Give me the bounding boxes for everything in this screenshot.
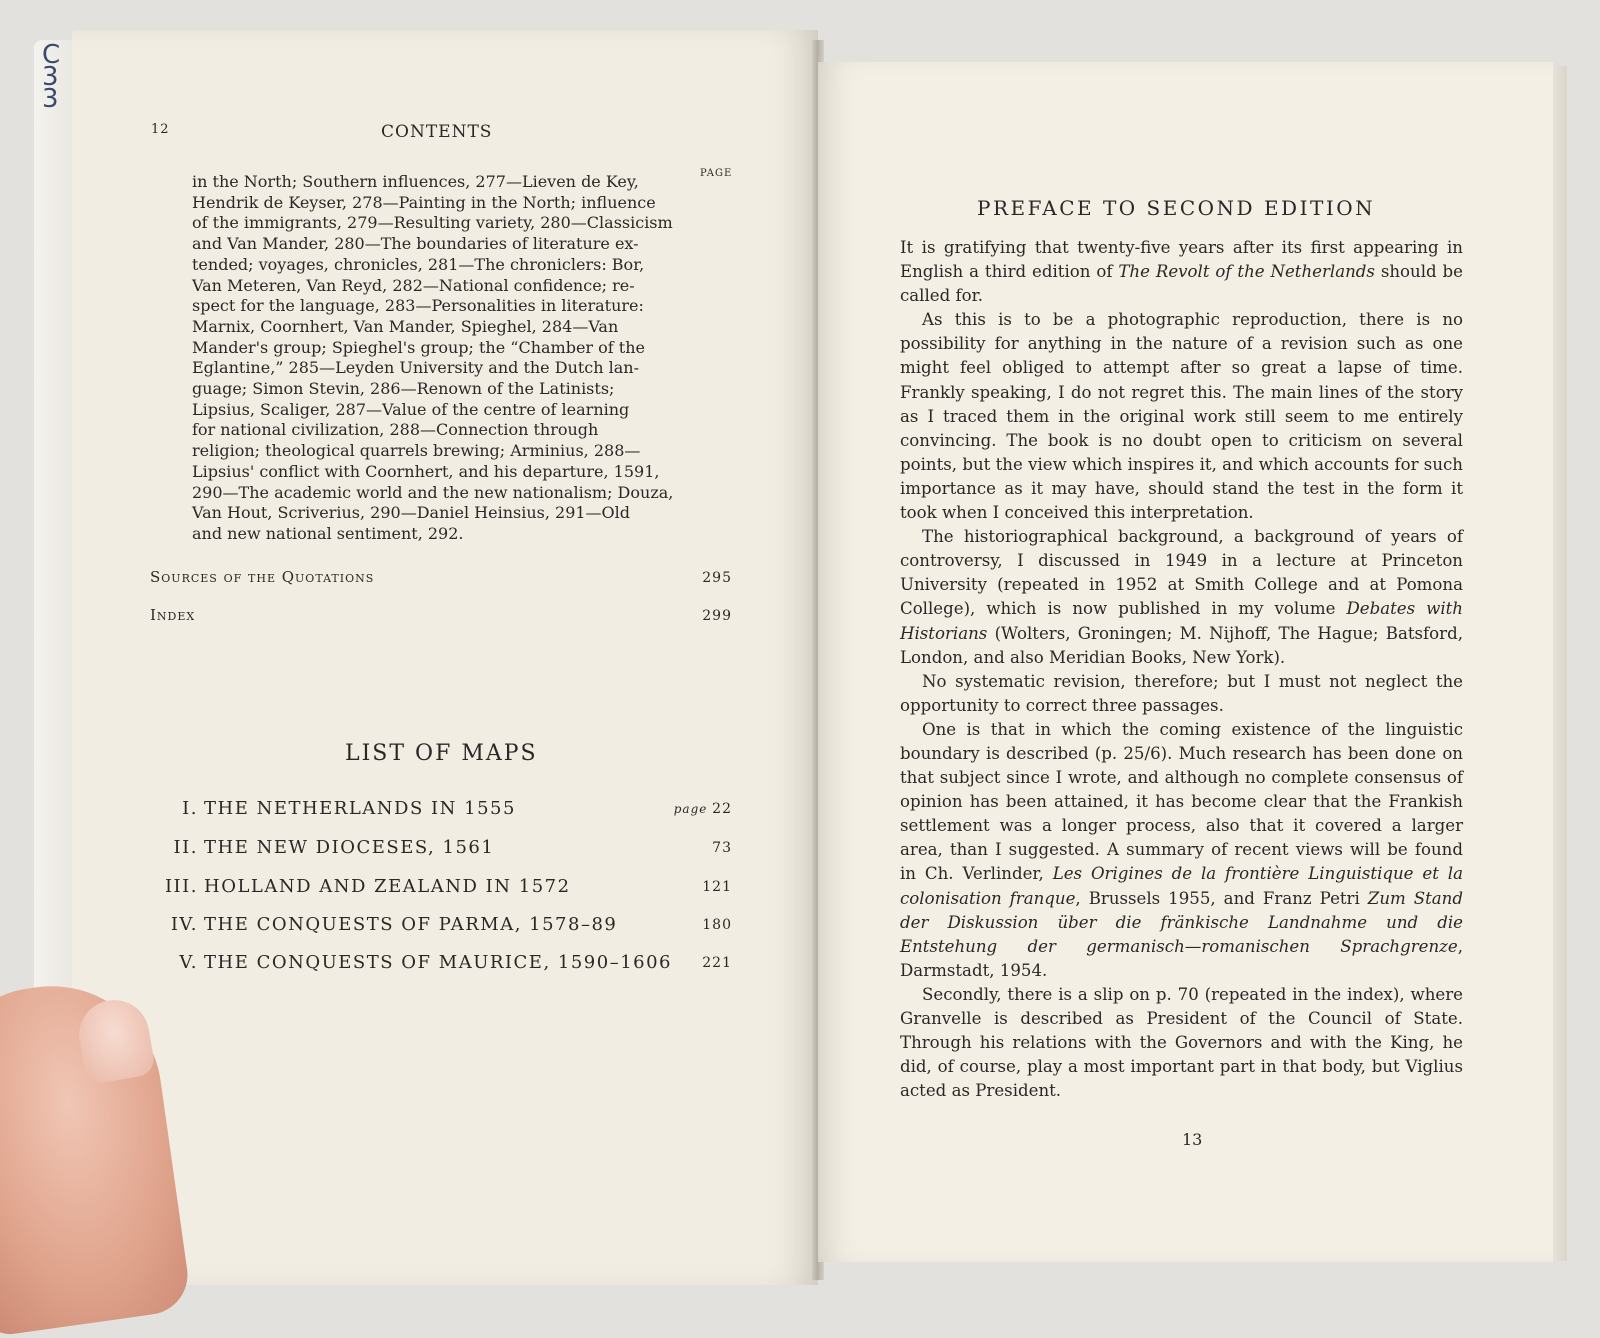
map-entry (150, 952, 732, 973)
text-run: , Brussels 1955, and Franz Petri (1075, 888, 1368, 908)
preface-paragraph (900, 983, 1463, 1103)
contents-line: Marnix, Coornhert, Van Mander, Spieghel, 284—Van (192, 316, 619, 336)
map-title: THE NEW DIOCESES, 1561 (204, 837, 495, 858)
contents-line: religion; theological quarrels brewing; Arminius, 288— (192, 441, 641, 461)
map-page: 121 (702, 879, 732, 895)
text-run: , Darmstadt, 1954. (900, 936, 1463, 980)
preface-paragraph (900, 236, 1463, 308)
map-page: 73 (712, 840, 732, 856)
contents-line: for national civilization, 288—Connection through (192, 420, 599, 440)
map-numeral: III. (164, 876, 198, 897)
italic-title: Debates with Historians (900, 599, 1463, 643)
map-page: 221 (702, 955, 732, 971)
contents-line: guage; Simon Stevin, 286—Renown of the Latinists; (192, 379, 615, 399)
preface-paragraph (900, 670, 1463, 718)
text-run: As this is to be a photographic reproduction, there is no possibility for anything in the nature of a revision such as one might feel obliged to attempt after so great a lapse of time. Frankly speaking, I do not regret this. The main lines of the story as I traced them in the original work still seem to me entirely convincing. The book is no doubt open to criticism on several points, but the view which inspires it, and which accounts for such importance as it may have, should stand the test in the form it took when I conceived this interpretation. (900, 310, 1463, 523)
preface-paragraph (900, 525, 1463, 670)
contents-line: Lipsius, Scaliger, 287—Value of the centre of learning (192, 399, 630, 419)
text-run: (Wolters, Groningen; M. Nijhoff, The Hague; Batsford, London, and also Meridian Books, New York). (900, 623, 1463, 667)
left-folio: 12 (151, 122, 170, 137)
toc-entry-page: 295 (702, 570, 732, 586)
toc-entry-sources (150, 568, 732, 586)
contents-line: Lipsius' conflict with Coornhert, and his departure, 1591, (192, 461, 660, 481)
preface-paragraph (900, 718, 1463, 983)
list-of-maps-heading: LIST OF MAPS (345, 741, 538, 766)
preface-body (900, 236, 1463, 1103)
contents-line: and new national sentiment, 292. (192, 523, 464, 543)
contents-line: of the immigrants, 279—Resulting variety, 280—Classicism (192, 213, 673, 233)
contents-line: and Van Mander, 280—The boundaries of literature ex- (192, 234, 639, 254)
text-run: No systematic revision, therefore; but I must not neglect the opportunity to correct three passages. (900, 671, 1463, 715)
map-page: page 22 (673, 801, 732, 817)
toc-entry-label: Sources of the Quotations (150, 568, 375, 586)
map-title: HOLLAND AND ZEALAND IN 1572 (204, 876, 571, 897)
text-run: should be called for. (900, 262, 1463, 306)
italic-title: The Revolt of the Netherlands (1118, 262, 1375, 282)
contents-line: in the North; Southern influences, 277—Lieven de Key, (192, 172, 639, 191)
italic-title: Zum Stand der Diskussion über die fränkische Landnahme und die Entstehung der germanisch—romanischen Sprachgrenze (900, 888, 1463, 956)
right-folio: 13 (1182, 1130, 1203, 1149)
map-entry (150, 798, 732, 819)
map-numeral: IV. (170, 914, 198, 935)
map-entry (150, 837, 732, 858)
italic-title: Les Origines de la frontière Linguistique et la colonisation franque (900, 864, 1463, 908)
contents-line: spect for the language, 283—Personalities in literature: (192, 296, 644, 316)
contents-line: Mander's group; Spieghel's group; the “Chamber of the (192, 337, 646, 357)
toc-entry-index (150, 606, 732, 624)
contents-line: tended; voyages, chronicles, 281—The chroniclers: Bor, (192, 254, 645, 274)
contents-line: Hendrik de Keyser, 278—Painting in the North; influence (192, 192, 656, 212)
map-title: THE CONQUESTS OF MAURICE, 1590–1606 (204, 952, 673, 973)
right-page-edge (1553, 66, 1567, 1261)
text-run: The historiographical background, a background of years of controversy, I discussed in 1949 in a lecture at Princeton University (repeated in 1952 at Smith College and at Pomona College), which is now published in my volume (900, 527, 1463, 619)
handwritten-margin-note: C 3 3 (42, 40, 61, 114)
page-column-label: PAGE (700, 168, 733, 179)
map-page-prefix: page (673, 802, 713, 816)
text-run: Secondly, there is a slip on p. 70 (repeated in the index), where Granvelle is described as President of the Council of State. Through his relations with the Governors and with the King, he did, of course, play a most important part in that body, but Viglius acted as President. (900, 984, 1463, 1101)
running-title: CONTENTS (381, 122, 493, 142)
contents-line: Eglantine,” 285—Leyden University and the Dutch lan- (192, 358, 640, 378)
text-run: One is that in which the coming existence of the linguistic boundary is described (p. 25/6). Much research has been done on that subject since I wrote, and although no complete consensus of opinion has been attained, it has become clear that the Frankish settlement was a longer process, also that it covered a larger area, than I suggested. A summary of recent views will be found in Ch. Verlinder, (900, 719, 1463, 884)
preface-paragraph (900, 308, 1463, 525)
text-run: It is gratifying that twenty-five years after its first appearing in English a third edition of (900, 238, 1463, 282)
map-title: THE NETHERLANDS IN 1555 (204, 798, 516, 819)
toc-entry-page: 299 (702, 608, 732, 624)
contents-line: Van Meteren, Van Reyd, 282—National confidence; re- (192, 275, 635, 295)
contents-line: Van Hout, Scriverius, 290—Daniel Heinsius, 291—Old (192, 503, 631, 523)
map-numeral: II. (173, 837, 198, 858)
preface-heading: PREFACE TO SECOND EDITION (977, 196, 1376, 220)
map-numeral: V. (179, 952, 198, 973)
map-page: 180 (702, 917, 732, 933)
map-numeral: I. (182, 798, 198, 819)
map-entry (150, 914, 732, 935)
contents-line: 290—The academic world and the new nationalism; Douza, (192, 482, 674, 502)
map-entry (150, 876, 732, 897)
contents-paragraph (192, 172, 688, 545)
map-title: THE CONQUESTS OF PARMA, 1578–89 (204, 914, 618, 935)
toc-entry-label: Index (150, 606, 196, 624)
